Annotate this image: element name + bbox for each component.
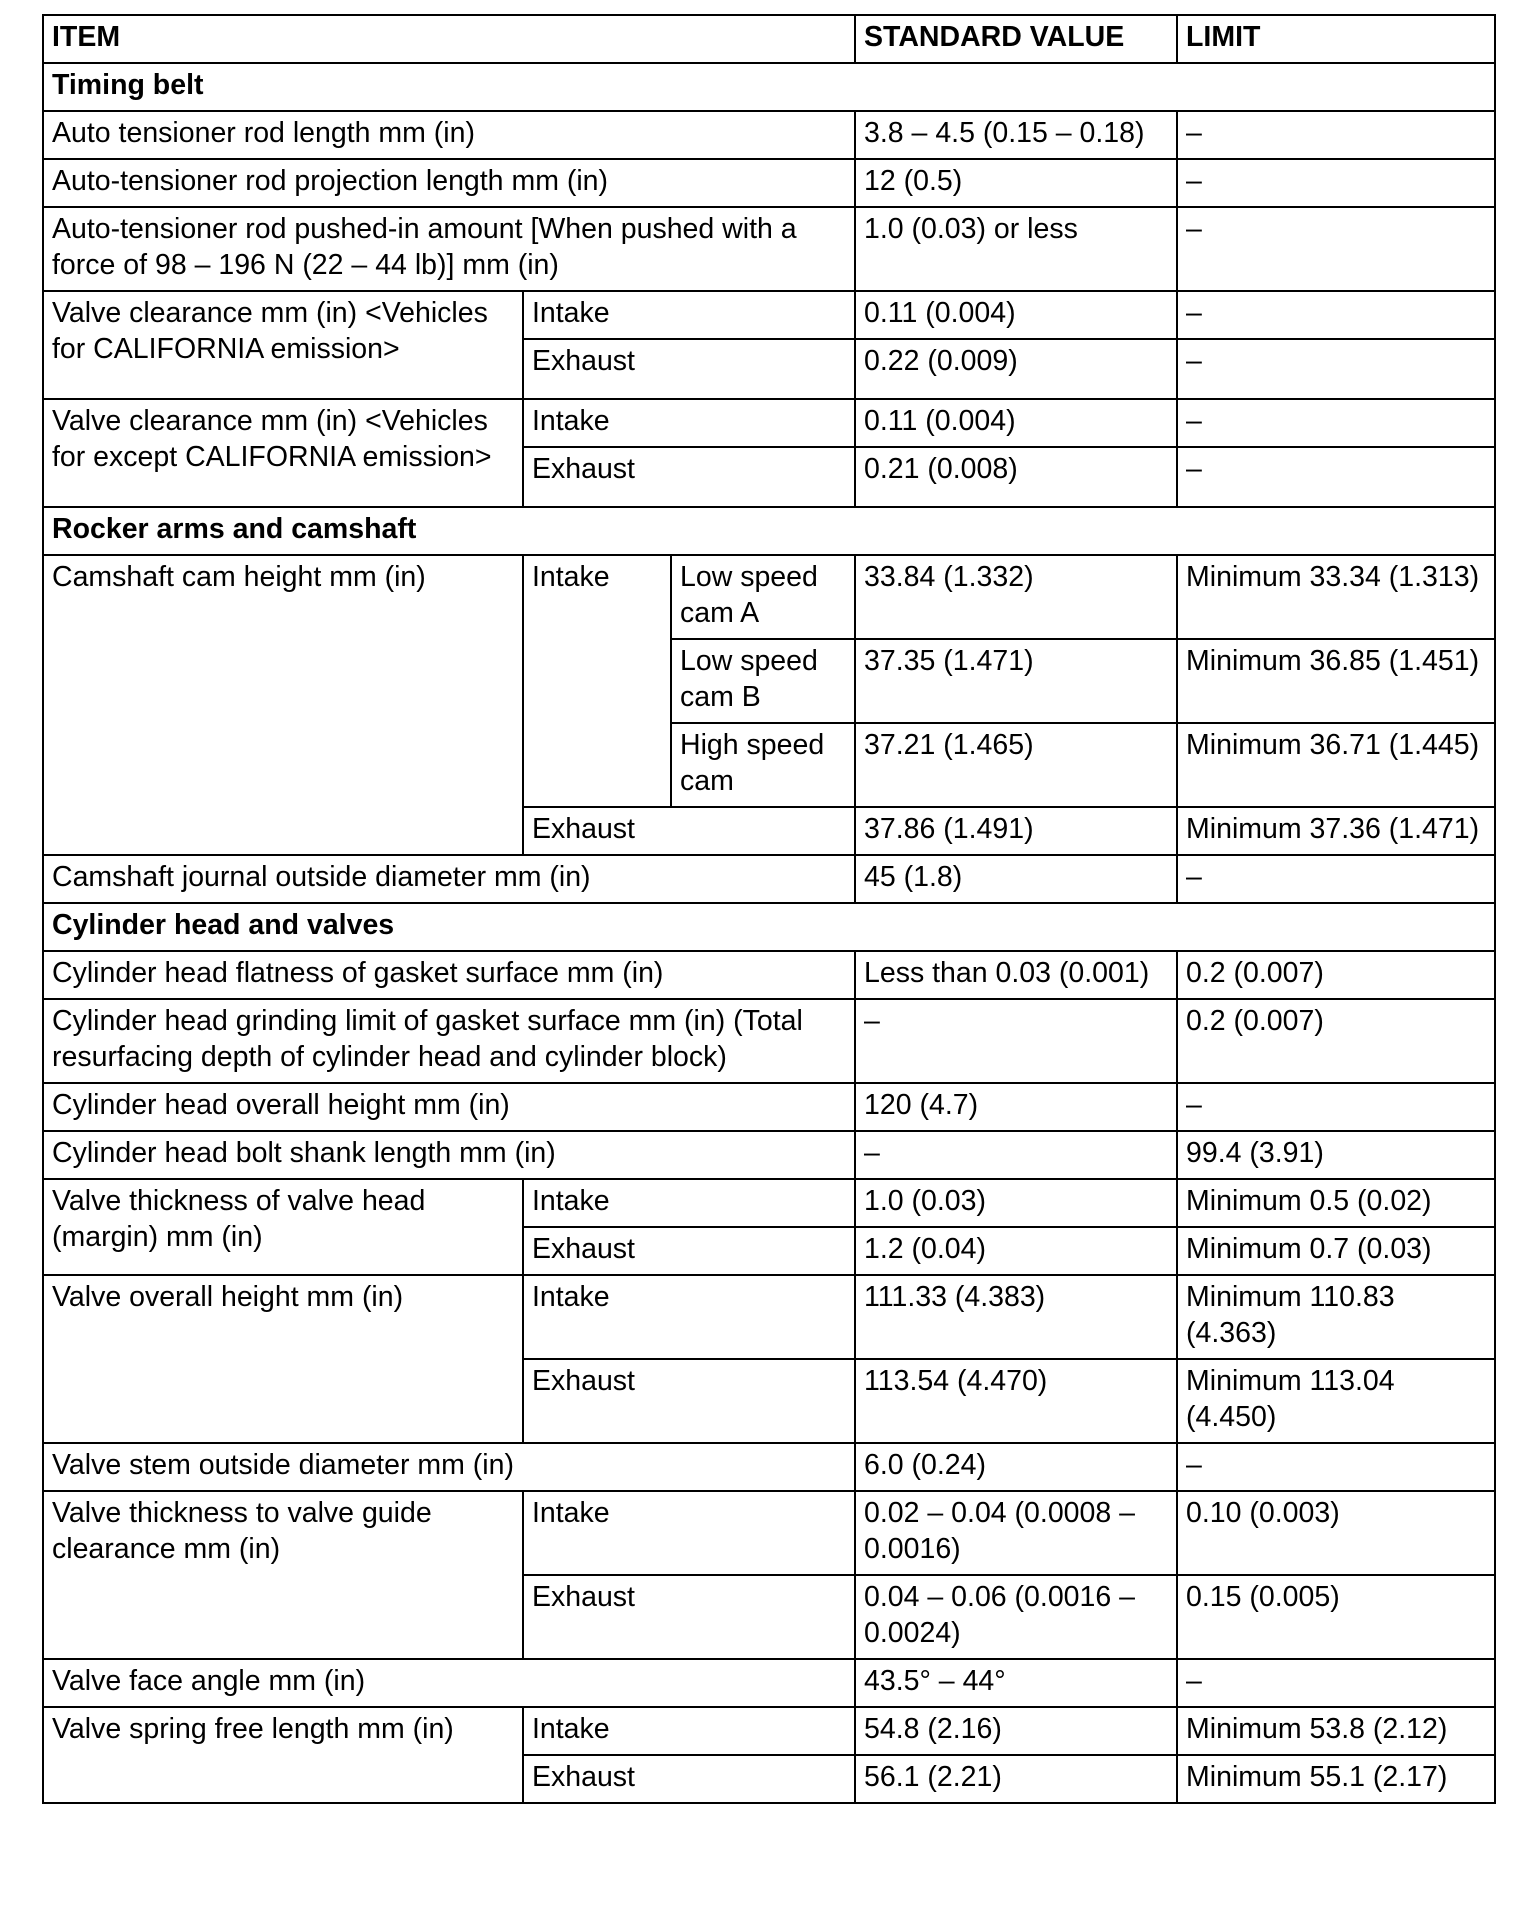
section-cylinder-head-valves: Cylinder head and valves — [43, 903, 1495, 951]
header-limit: LIMIT — [1177, 15, 1495, 63]
standard-value-cell: 1.0 (0.03) — [855, 1179, 1177, 1227]
standard-value-cell: 1.0 (0.03) or less — [855, 207, 1177, 291]
standard-value-cell: 113.54 (4.470) — [855, 1359, 1177, 1443]
standard-value-cell: 6.0 (0.24) — [855, 1443, 1177, 1491]
item-cell: Cylinder head bolt shank length mm (in) — [43, 1131, 855, 1179]
limit-cell: – — [1177, 447, 1495, 507]
table-row — [43, 951, 1495, 999]
table-row — [43, 555, 1495, 639]
subitem-cell: Exhaust — [523, 447, 855, 507]
standard-value-cell: 0.02 – 0.04 (0.0008 – 0.0016) — [855, 1491, 1177, 1575]
cam-type-cell: Low speed cam B — [671, 639, 855, 723]
limit-cell: – — [1177, 111, 1495, 159]
limit-cell: Minimum 0.7 (0.03) — [1177, 1227, 1495, 1275]
item-cell: Cylinder head overall height mm (in) — [43, 1083, 855, 1131]
standard-value-cell: 37.86 (1.491) — [855, 807, 1177, 855]
cam-type-cell: Low speed cam A — [671, 555, 855, 639]
limit-cell: – — [1177, 1659, 1495, 1707]
table-row — [43, 399, 1495, 447]
item-cell: Valve thickness to valve guide clearance mm (in) — [43, 1491, 523, 1659]
standard-value-cell: 0.11 (0.004) — [855, 291, 1177, 339]
limit-cell: 99.4 (3.91) — [1177, 1131, 1495, 1179]
section-row — [43, 507, 1495, 555]
subitem-cell: Exhaust — [523, 1755, 855, 1803]
subitem-cell: Intake — [523, 399, 855, 447]
table-row — [43, 999, 1495, 1083]
limit-cell: Minimum 55.1 (2.17) — [1177, 1755, 1495, 1803]
table-row — [43, 1443, 1495, 1491]
item-cell: Valve spring free length mm (in) — [43, 1707, 523, 1803]
limit-cell: 0.15 (0.005) — [1177, 1575, 1495, 1659]
subitem-cell: Intake — [523, 1179, 855, 1227]
standard-value-cell: 120 (4.7) — [855, 1083, 1177, 1131]
standard-value-cell: 1.2 (0.04) — [855, 1227, 1177, 1275]
limit-cell: Minimum 36.71 (1.445) — [1177, 723, 1495, 807]
header-row — [43, 15, 1495, 63]
item-cell: Auto tensioner rod length mm (in) — [43, 111, 855, 159]
limit-cell: – — [1177, 339, 1495, 399]
table-row — [43, 291, 1495, 339]
item-cell: Auto-tensioner rod pushed-in amount [When pushed with a force of 98 – 196 N (22 – 44 lb)] mm (in) — [43, 207, 855, 291]
subitem-cell: Exhaust — [523, 1359, 855, 1443]
limit-cell: Minimum 53.8 (2.12) — [1177, 1707, 1495, 1755]
item-cell: Valve overall height mm (in) — [43, 1275, 523, 1443]
standard-value-cell: 37.21 (1.465) — [855, 723, 1177, 807]
limit-cell: 0.10 (0.003) — [1177, 1491, 1495, 1575]
table-row — [43, 1083, 1495, 1131]
cam-type-cell: High speed cam — [671, 723, 855, 807]
limit-cell: Minimum 113.04 (4.450) — [1177, 1359, 1495, 1443]
standard-value-cell: 54.8 (2.16) — [855, 1707, 1177, 1755]
limit-cell: – — [1177, 207, 1495, 291]
standard-value-cell: 43.5° – 44° — [855, 1659, 1177, 1707]
table-row — [43, 207, 1495, 291]
limit-cell: Minimum 36.85 (1.451) — [1177, 639, 1495, 723]
standard-value-cell: 0.22 (0.009) — [855, 339, 1177, 399]
section-rocker-arms-camshaft: Rocker arms and camshaft — [43, 507, 1495, 555]
standard-value-cell: 33.84 (1.332) — [855, 555, 1177, 639]
standard-value-cell: 37.35 (1.471) — [855, 639, 1177, 723]
header-item: ITEM — [43, 15, 855, 63]
table-row — [43, 111, 1495, 159]
section-timing-belt: Timing belt — [43, 63, 1495, 111]
item-cell: Valve face angle mm (in) — [43, 1659, 855, 1707]
limit-cell: – — [1177, 1083, 1495, 1131]
subitem-cell: Exhaust — [523, 1575, 855, 1659]
standard-value-cell: 45 (1.8) — [855, 855, 1177, 903]
subitem-cell: Intake — [523, 291, 855, 339]
table-row — [43, 1491, 1495, 1575]
standard-value-cell: 56.1 (2.21) — [855, 1755, 1177, 1803]
table-row — [43, 1659, 1495, 1707]
limit-cell: – — [1177, 1443, 1495, 1491]
subitem-cell: Intake — [523, 1275, 855, 1359]
item-cell: Camshaft journal outside diameter mm (in) — [43, 855, 855, 903]
standard-value-cell: 0.21 (0.008) — [855, 447, 1177, 507]
limit-cell: – — [1177, 855, 1495, 903]
table-row — [43, 1179, 1495, 1227]
standard-value-cell: 3.8 – 4.5 (0.15 – 0.18) — [855, 111, 1177, 159]
limit-cell: 0.2 (0.007) — [1177, 951, 1495, 999]
limit-cell: Minimum 37.36 (1.471) — [1177, 807, 1495, 855]
item-cell: Valve clearance mm (in) <Vehicles for CALIFORNIA emission> — [43, 291, 523, 399]
standard-value-cell: 12 (0.5) — [855, 159, 1177, 207]
section-row — [43, 63, 1495, 111]
subitem-cell: Intake — [523, 555, 671, 807]
subitem-cell: Intake — [523, 1491, 855, 1575]
specification-table — [42, 14, 1496, 1804]
subitem-cell: Exhaust — [523, 807, 855, 855]
limit-cell: 0.2 (0.007) — [1177, 999, 1495, 1083]
item-cell: Valve stem outside diameter mm (in) — [43, 1443, 855, 1491]
standard-value-cell: – — [855, 1131, 1177, 1179]
limit-cell: Minimum 0.5 (0.02) — [1177, 1179, 1495, 1227]
standard-value-cell: – — [855, 999, 1177, 1083]
subitem-cell: Exhaust — [523, 339, 855, 399]
item-cell: Camshaft cam height mm (in) — [43, 555, 523, 855]
table-row — [43, 1707, 1495, 1755]
limit-cell: Minimum 33.34 (1.313) — [1177, 555, 1495, 639]
standard-value-cell: Less than 0.03 (0.001) — [855, 951, 1177, 999]
table-row — [43, 1131, 1495, 1179]
limit-cell: – — [1177, 159, 1495, 207]
standard-value-cell: 0.11 (0.004) — [855, 399, 1177, 447]
item-cell: Valve thickness of valve head (margin) mm (in) — [43, 1179, 523, 1275]
subitem-cell: Intake — [523, 1707, 855, 1755]
header-standard-value: STANDARD VALUE — [855, 15, 1177, 63]
table-row — [43, 1275, 1495, 1359]
subitem-cell: Exhaust — [523, 1227, 855, 1275]
limit-cell: Minimum 110.83 (4.363) — [1177, 1275, 1495, 1359]
table-row — [43, 855, 1495, 903]
table-row — [43, 159, 1495, 207]
limit-cell: – — [1177, 291, 1495, 339]
item-cell: Cylinder head flatness of gasket surface mm (in) — [43, 951, 855, 999]
item-cell: Auto-tensioner rod projection length mm (in) — [43, 159, 855, 207]
item-cell: Cylinder head grinding limit of gasket surface mm (in) (Total resurfacing depth of cylinder head and cylinder block) — [43, 999, 855, 1083]
standard-value-cell: 111.33 (4.383) — [855, 1275, 1177, 1359]
limit-cell: – — [1177, 399, 1495, 447]
section-row — [43, 903, 1495, 951]
item-cell: Valve clearance mm (in) <Vehicles for except CALIFORNIA emission> — [43, 399, 523, 507]
standard-value-cell: 0.04 – 0.06 (0.0016 – 0.0024) — [855, 1575, 1177, 1659]
